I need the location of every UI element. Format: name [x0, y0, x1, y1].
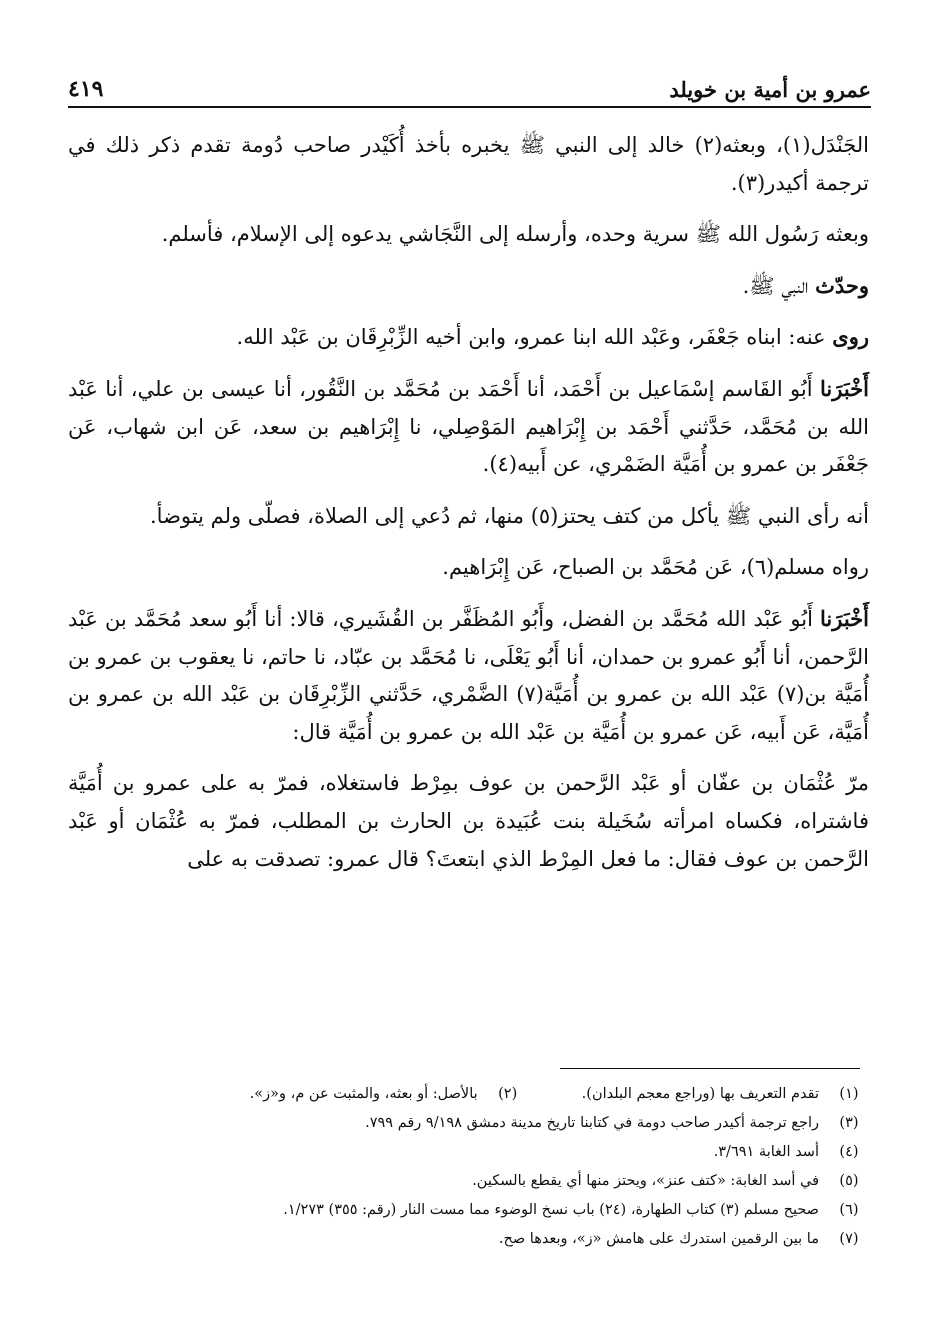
footnote-number: (٧) — [839, 1231, 859, 1247]
footnote-text: ما بين الرقمين استدرك على هامش «ز»، وبعدها صح. — [498, 1231, 819, 1247]
footnote-number: (١) — [839, 1086, 859, 1102]
footnote — [68, 1225, 863, 1254]
lead-word: أَخْبَرَنا — [820, 605, 869, 631]
running-title: عمرو بن أمية بن خويلد — [669, 77, 871, 102]
main-text — [68, 126, 869, 891]
footnote-row — [68, 1080, 863, 1109]
footnote-text: أسد الغابة ٣/٦٩١. — [713, 1144, 819, 1160]
paragraph: الجَنْدَل(١)، وبعثه(٢) خالد إلى النبي ﷺ يخبره بأخذ أُكَيْدر صاحب دُومة تقدم ذكر ذلك في ترجمة أكيدر(٣). — [68, 133, 869, 195]
footnote-number: (٦) — [839, 1202, 859, 1218]
footnote-text: تقدم التعريف بها (وراجع معجم البلدان). — [581, 1086, 819, 1102]
paragraph: رواه مسلم(٦)، عَن مُحَمَّد بن الصباح، عَن إِبْرَاهيم. — [442, 555, 869, 580]
footnote — [68, 1167, 863, 1196]
footnote-text: بالأصل: أو بعثه، والمثبت عن م، و«ز». — [249, 1086, 478, 1102]
paragraph: مرّ عُثْمَان بن عفّان أو عَبْد الرَّحمن بن عوف بمِرْط فاستغلاه، فمرّ به على عمرو بن أُمَيَّة فاشتراه، فكساه امرأته سُخَيلة بنت عُبَيدة بن الحارث بن المطلب، فمرّ به عُثْمَان أو عَبْد الرَّحمن بن عوف فقال: ما فعل المِرْط الذي ابتعتَ؟ قال عمرو: تصدقت به على — [68, 771, 869, 871]
footnote — [68, 1109, 863, 1138]
paragraph: وحدّث النبي ﷺ. — [742, 272, 869, 298]
footnotes — [68, 1080, 863, 1254]
footnote-number: (٤) — [839, 1144, 859, 1160]
lead-word: وحدّث — [815, 272, 869, 298]
lead-word: أَخْبَرَنا — [820, 375, 869, 401]
footnote — [68, 1196, 863, 1225]
paragraph: روى عنه: ابناه جَعْفَر، وعَبْد الله ابنا عمرو، وابن أخيه الزِّبْرِقَان بن عَبْد الله. — [236, 324, 869, 350]
footnote — [250, 1080, 522, 1109]
footnote-number: (٢) — [498, 1086, 518, 1102]
footnote-text: راجع ترجمة أكيدر صاحب دومة في كتابنا تاريخ مدينة دمشق ٩/١٩٨ رقم ٧٩٩. — [365, 1115, 819, 1131]
footnote-number: (٣) — [839, 1115, 859, 1131]
paragraph: أنه رأى النبي ﷺ يأكل من كتف يحتز(٥) منها، ثم دُعي إلى الصلاة، فصلّى ولم يتوضأ. — [150, 503, 869, 528]
footnote-number: (٥) — [839, 1173, 859, 1189]
footnote-divider — [560, 1068, 860, 1069]
footnote-text: صحيح مسلم (٣) كتاب الطهارة، (٢٤) باب نسخ الوضوء مما مست النار (رقم: ٣٥٥) ١/٢٧٣. — [283, 1202, 819, 1218]
lead-word: روى — [832, 324, 869, 350]
footnote-text: في أسد الغابة: «كتف عنز»، ويحتز منها أي يقطع بالسكين. — [472, 1173, 819, 1189]
footnote — [68, 1138, 863, 1167]
paragraph: وبعثه رَسُول الله ﷺ سرية وحده، وأرسله إلى النَّجَاشي يدعوه إلى الإسلام، فأسلم. — [161, 222, 869, 247]
footnote — [582, 1080, 863, 1109]
paragraph: أَخْبَرَنا أَبُو القَاسم إسْمَاعيل بن أَحْمَد، أنا أَحْمَد بن مُحَمَّد بن النَّقُور، أنا عيسى بن علي، أنا عَبْد الله بن مُحَمَّد، حَدَّثني أَحْمَد بن إِبْرَاهيم المَوْصِلي، نا إِبْرَاهيم بن سعد، عَن ابن شهاب، عَن جَعْفَر بن عمرو بن أُمَيَّة الضَمْري، عن أَبيه(٤). — [68, 375, 869, 477]
page-header — [68, 62, 871, 108]
paragraph: أَخْبَرَنا أَبُو عَبْد الله مُحَمَّد بن الفضل، وأَبُو المُظَفَّر بن القُشَيري، قالا: أنا أَبُو سعد مُحَمَّد بن عَبْد الرَّحمن، أنا أَبُو عمرو بن حمدان، أنا أَبُو يَعْلَى، نا مُحَمَّد بن عبّاد، نا حاتم، نا يعقوب بن عمرو بن أُمَيَّة بن(٧) عَبْد الله بن عمرو بن أُمَيَّة(٧) الضَّمْري، حَدَّثني الزِّبْرِقَان بن عَبْد الله بن عمرو بن أُمَيَّة، عَن أَبيه، عَن عمرو بن أُمَيَّة بن عَبْد الله بن عمرو بن أُمَيَّة قال: — [68, 605, 869, 744]
page-number: ٤١٩ — [68, 76, 104, 102]
